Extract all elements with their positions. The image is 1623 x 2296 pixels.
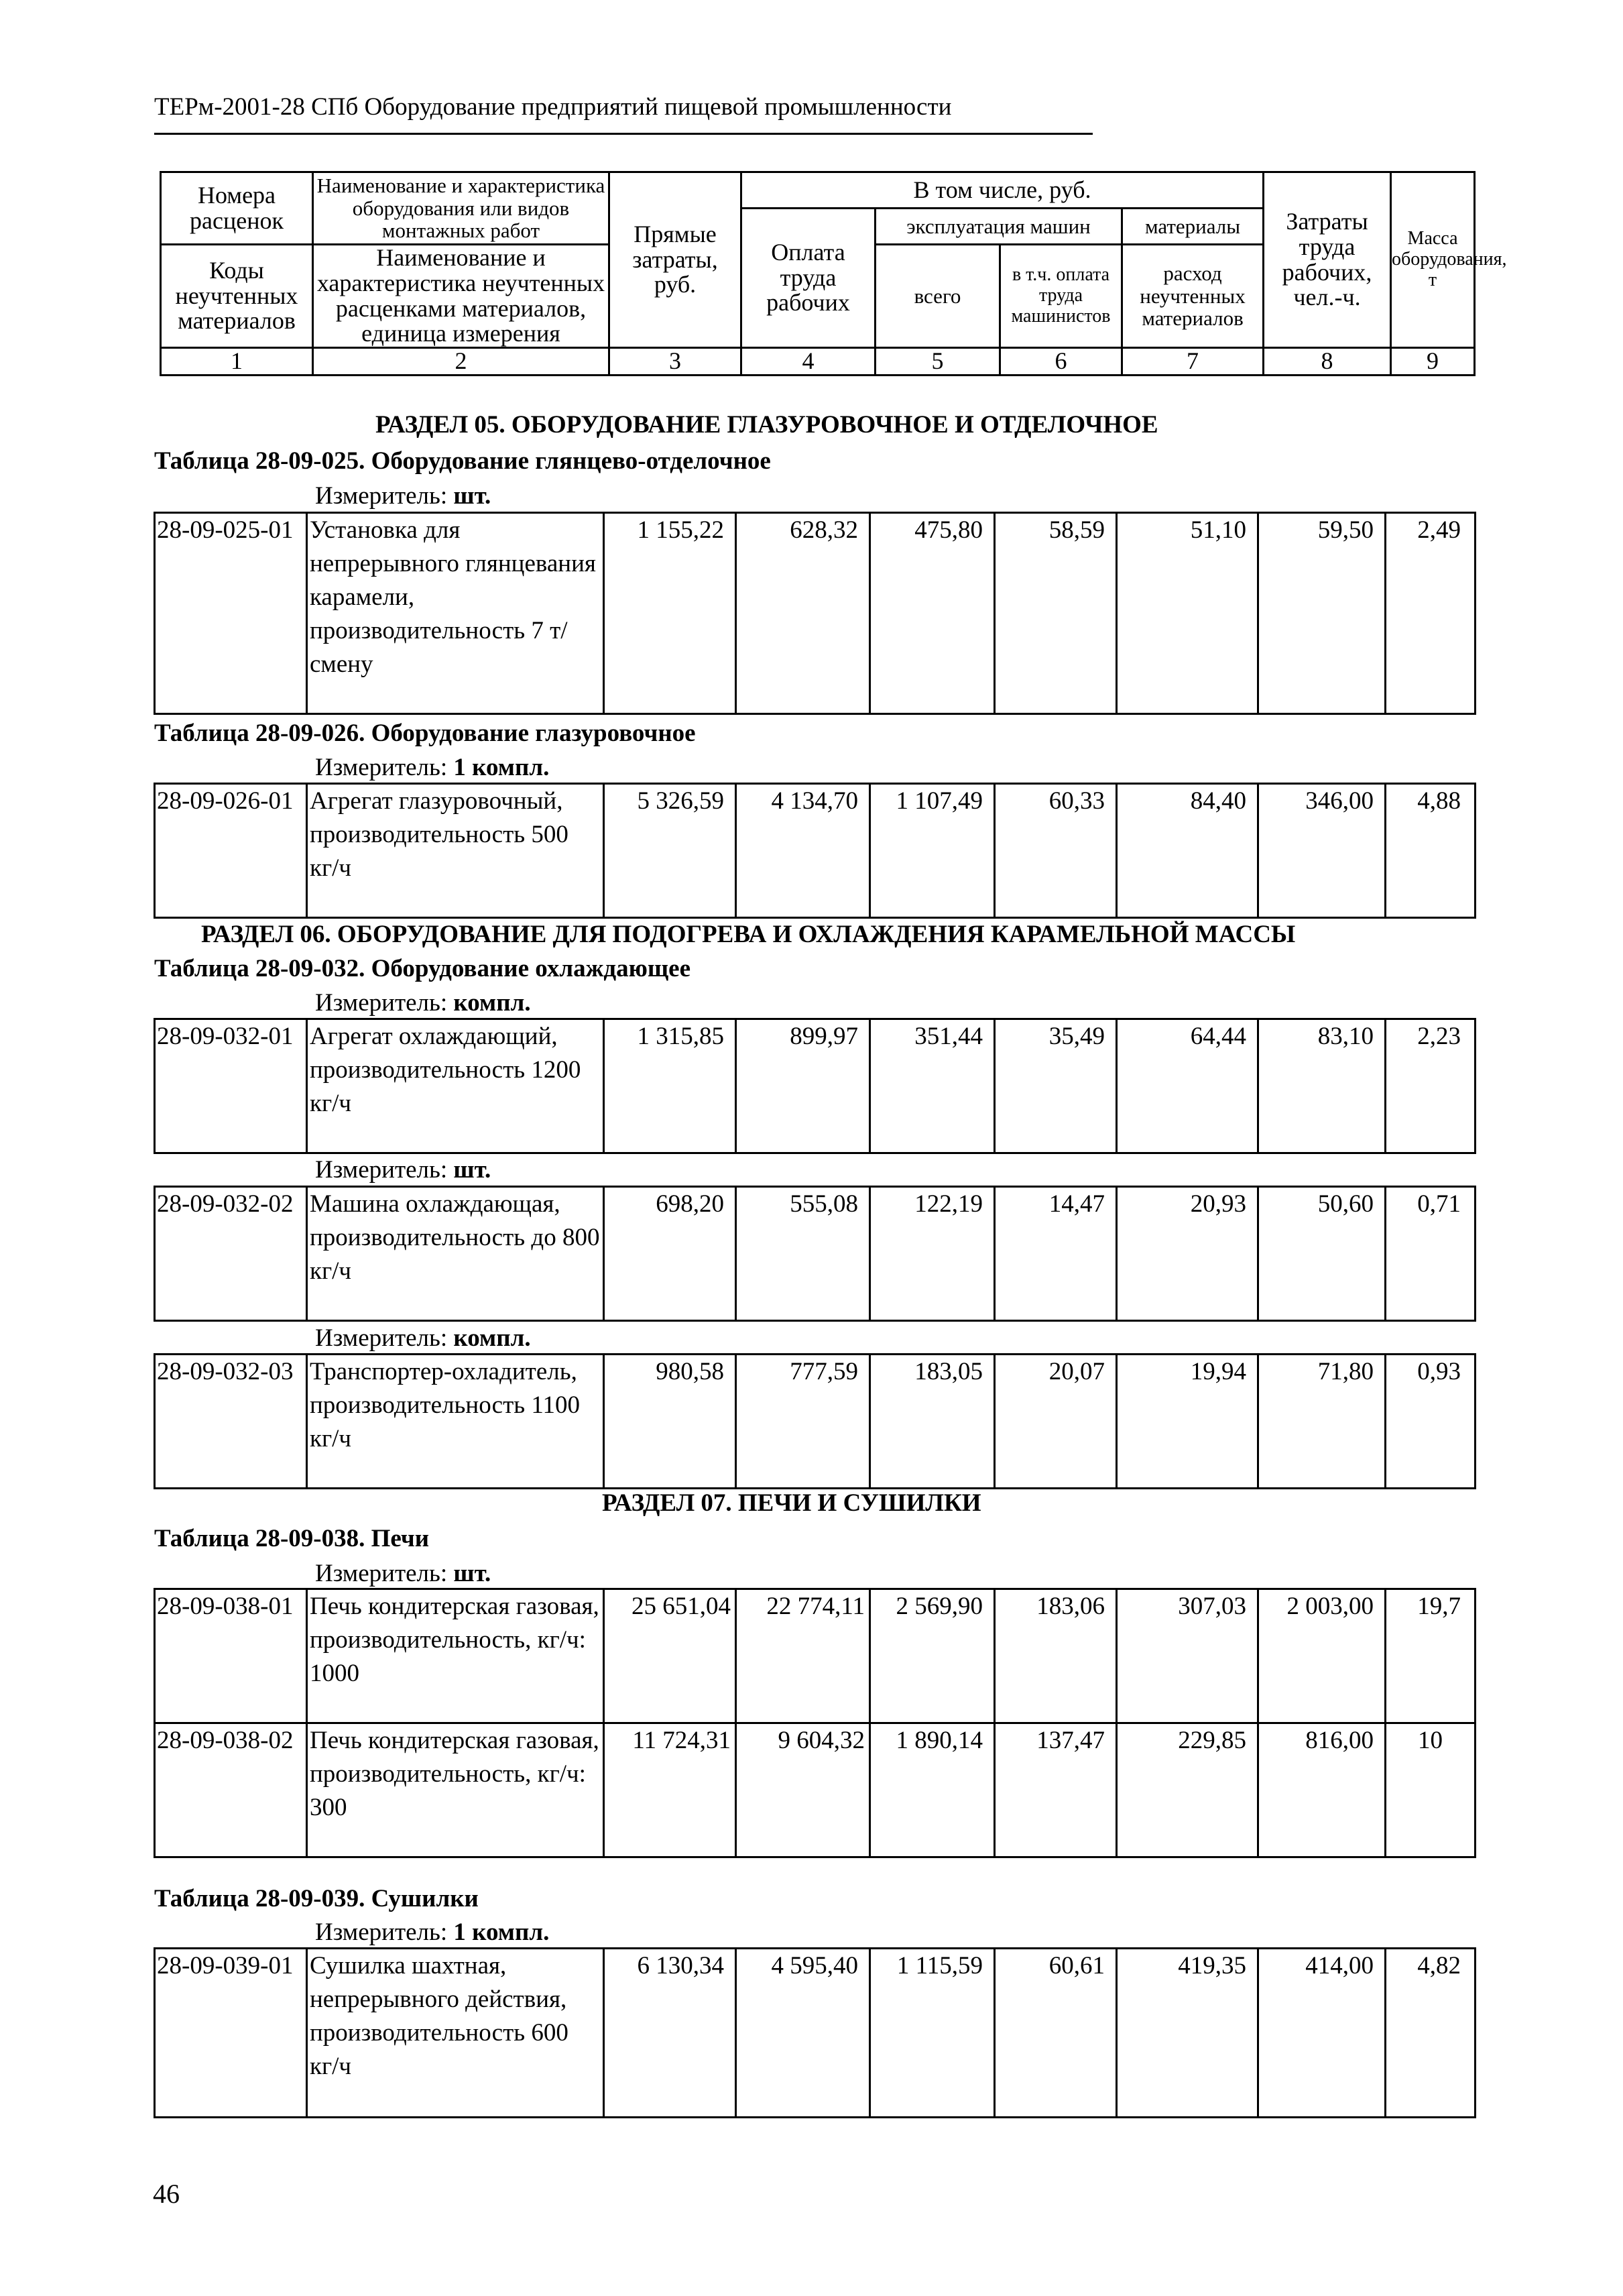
col-header-2b: Наименование и характеристика неучтенных расценками материалов, единица измерения [313,245,609,348]
measure-026 [315,753,549,782]
col-number: 7 [1122,348,1264,376]
col-header-3: Прямые затраты, руб. [609,172,741,348]
row-labor-hours: 2 003,00 [1258,1589,1386,1723]
column-header-table [160,171,1507,376]
row-machinist-pay: 60,33 [995,784,1117,918]
measure-label: Измеритель: [315,1560,448,1587]
row-labor-pay: 555,08 [736,1187,870,1321]
measure-032b [315,1155,491,1184]
col-header-6: в т.ч. оплата труда машинистов [1000,245,1122,348]
col-number: 2 [313,348,609,376]
row-machinist-pay: 14,47 [995,1187,1117,1321]
row-name: Транспортер-охладитель, производительность 1100 кг/ч [307,1355,604,1489]
col-number: 3 [609,348,741,376]
data-table-038 [154,1588,1476,1858]
measure-unit: шт. [453,482,491,510]
measure-label: Измеритель: [315,1156,448,1184]
data-table-032-01 [154,1018,1476,1154]
row-name: Печь кондитерская газовая, производительность, кг/ч: 1000 [307,1589,604,1723]
row-code: 28-09-032-03 [155,1355,307,1489]
measure-038 [315,1559,491,1588]
table-row [155,1949,1476,2118]
measure-032a [315,988,531,1017]
measure-unit: 1 компл. [453,1918,550,1946]
page-number: 46 [153,2179,180,2209]
row-name: Печь кондитерская газовая, производительность, кг/ч: 300 [307,1723,604,1857]
row-name: Сушилка шахтная, непрерывного действия, производительность 600 кг/ч [307,1949,604,2118]
row-materials: 419,35 [1117,1949,1258,2118]
row-code: 28-09-025-01 [155,513,307,714]
row-labor-pay: 22 774,11 [736,1589,870,1723]
row-mass: 0,71 [1386,1187,1476,1321]
data-table-039 [154,1947,1476,2118]
row-labor-pay: 9 604,32 [736,1723,870,1857]
row-machinist-pay: 183,06 [995,1589,1117,1723]
col-header-9: Масса оборудования, т [1391,172,1475,348]
row-materials: 307,03 [1117,1589,1258,1723]
table-row [155,1723,1476,1857]
measure-label: Измеритель: [315,754,448,781]
table-row [155,784,1476,918]
row-labor-pay: 899,97 [736,1019,870,1153]
row-machines-total: 1 115,59 [870,1949,995,2118]
measure-039 [315,1918,549,1947]
data-table-025 [154,512,1476,715]
table-title-025: Таблица 28-09-025. Оборудование глянцево-отделочное [154,447,771,475]
row-name: Установка для непрерывного глянцевания карамели, производительность 7 т/смену [307,513,604,714]
row-labor-pay: 4 595,40 [736,1949,870,2118]
row-mass: 2,49 [1386,513,1476,714]
row-code: 28-09-038-01 [155,1589,307,1723]
row-mass: 10 [1386,1723,1476,1857]
col-number: 8 [1264,348,1391,376]
row-machinist-pay: 20,07 [995,1355,1117,1489]
measure-label: Измеритель: [315,1918,448,1946]
row-direct-costs: 6 130,34 [604,1949,736,2118]
section-title-06: РАЗДЕЛ 06. ОБОРУДОВАНИЕ ДЛЯ ПОДОГРЕВА И ОХЛАЖДЕНИЯ КАРАМЕЛЬНОЙ МАССЫ [201,921,1296,948]
col-header-2a: Наименование и характеристика оборудования или видов монтажных работ [313,172,609,245]
col-number: 9 [1391,348,1475,376]
page-header: ТЕРм-2001-28 СПб Оборудование предприятий пищевой промышленности [154,93,952,121]
row-machines-total: 1 107,49 [870,784,995,918]
col-header-materials: материалы [1122,209,1264,245]
table-title-026: Таблица 28-09-026. Оборудование глазуровочное [154,720,696,747]
row-code: 28-09-032-01 [155,1019,307,1153]
table-title-038: Таблица 28-09-038. Печи [154,1525,430,1552]
col-number: 1 [161,348,313,376]
row-code: 28-09-026-01 [155,784,307,918]
col-number: 5 [876,348,1000,376]
row-machinist-pay: 137,47 [995,1723,1117,1857]
data-table-026 [154,783,1476,919]
table-title-032: Таблица 28-09-032. Оборудование охлаждающее [154,955,690,982]
row-direct-costs: 5 326,59 [604,784,736,918]
row-direct-costs: 980,58 [604,1355,736,1489]
row-materials: 84,40 [1117,784,1258,918]
row-materials: 20,93 [1117,1187,1258,1321]
row-labor-hours: 414,00 [1258,1949,1386,2118]
col-header-machines: эксплуатация машин [876,209,1122,245]
measure-032c [315,1324,531,1353]
table-row [155,1355,1476,1489]
data-table-032-02 [154,1186,1476,1322]
col-header-5: всего [876,245,1000,348]
row-labor-hours: 59,50 [1258,513,1386,714]
measure-label: Измеритель: [315,1324,448,1352]
measure-unit: шт. [453,1156,491,1184]
row-code: 28-09-032-02 [155,1187,307,1321]
table-row [155,1589,1476,1723]
col-header-8: Затраты труда рабочих, чел.-ч. [1264,172,1391,348]
measure-unit: компл. [453,989,531,1017]
row-labor-hours: 71,80 [1258,1355,1386,1489]
row-direct-costs: 11 724,31 [604,1723,736,1857]
row-machines-total: 351,44 [870,1019,995,1153]
row-labor-hours: 816,00 [1258,1723,1386,1857]
col-header-7: расход неучтенных материалов [1122,245,1264,348]
row-materials: 19,94 [1117,1355,1258,1489]
table-row [155,1187,1476,1321]
measure-unit: компл. [453,1324,531,1352]
row-labor-pay: 777,59 [736,1355,870,1489]
section-title-07: РАЗДЕЛ 07. ПЕЧИ И СУШИЛКИ [602,1489,981,1517]
row-direct-costs: 1 315,85 [604,1019,736,1153]
row-labor-hours: 346,00 [1258,784,1386,918]
row-machinist-pay: 58,59 [995,513,1117,714]
measure-unit: шт. [453,1560,491,1587]
row-materials: 64,44 [1117,1019,1258,1153]
row-name: Агрегат охлаждающий, производительность 1200 кг/ч [307,1019,604,1153]
row-name: Машина охлаждающая, производительность до 800 кг/ч [307,1187,604,1321]
col-header-4: Оплата труда рабочих [741,209,876,348]
measure-unit: 1 компл. [453,754,550,781]
row-mass: 4,82 [1386,1949,1476,2118]
data-table-032-03 [154,1353,1476,1489]
row-labor-hours: 83,10 [1258,1019,1386,1153]
row-mass: 19,7 [1386,1589,1476,1723]
row-labor-hours: 50,60 [1258,1187,1386,1321]
table-title-039: Таблица 28-09-039. Сушилки [154,1885,479,1912]
row-materials: 51,10 [1117,513,1258,714]
row-machines-total: 2 569,90 [870,1589,995,1723]
measure-label: Измеритель: [315,989,448,1017]
col-header-including: В том числе, руб. [741,172,1264,209]
row-machines-total: 475,80 [870,513,995,714]
row-machines-total: 183,05 [870,1355,995,1489]
col-header-1b: Коды неучтенных материалов [161,245,313,348]
row-mass: 0,93 [1386,1355,1476,1489]
row-machines-total: 1 890,14 [870,1723,995,1857]
row-code: 28-09-039-01 [155,1949,307,2118]
col-header-1a: Номера расценок [161,172,313,245]
row-mass: 4,88 [1386,784,1476,918]
section-title-05: РАЗДЕЛ 05. ОБОРУДОВАНИЕ ГЛАЗУРОВОЧНОЕ И ОТДЕЛОЧНОЕ [375,411,1158,439]
row-direct-costs: 25 651,04 [604,1589,736,1723]
header-rule [154,133,1093,135]
row-labor-pay: 4 134,70 [736,784,870,918]
measure-025 [315,481,491,510]
row-name: Агрегат глазуровочный, производительность 500 кг/ч [307,784,604,918]
row-machinist-pay: 60,61 [995,1949,1117,2118]
row-machinist-pay: 35,49 [995,1019,1117,1153]
table-row [155,513,1476,714]
row-machines-total: 122,19 [870,1187,995,1321]
col-number: 4 [741,348,876,376]
row-materials: 229,85 [1117,1723,1258,1857]
row-direct-costs: 1 155,22 [604,513,736,714]
row-direct-costs: 698,20 [604,1187,736,1321]
row-labor-pay: 628,32 [736,513,870,714]
row-code: 28-09-038-02 [155,1723,307,1857]
measure-label: Измеритель: [315,482,448,510]
table-row [155,1019,1476,1153]
row-mass: 2,23 [1386,1019,1476,1153]
col-number: 6 [1000,348,1122,376]
